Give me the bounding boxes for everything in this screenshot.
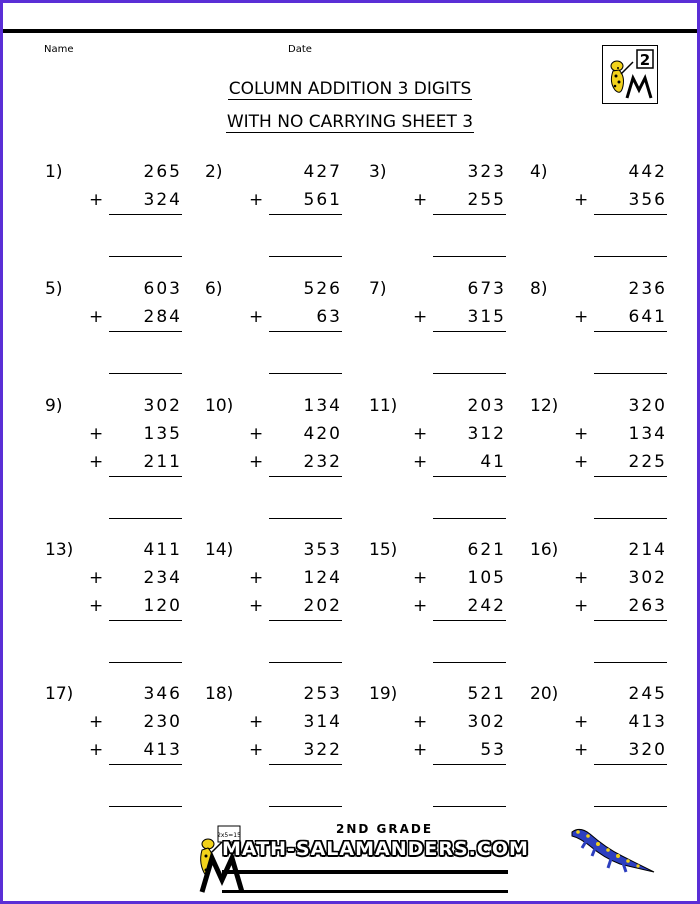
addend-row: [205, 190, 355, 214]
addend-value: 265: [143, 162, 182, 182]
addend-row: [530, 568, 680, 592]
plus-sign: +: [413, 568, 428, 588]
answer-line[interactable]: [433, 518, 506, 519]
problem-number: 17): [45, 684, 74, 704]
addend-row: [369, 396, 519, 420]
sum-line: [269, 331, 342, 332]
addend-row: [530, 190, 680, 214]
plus-sign: +: [574, 568, 589, 588]
plus-sign: +: [249, 712, 264, 732]
answer-line[interactable]: [269, 806, 342, 807]
addend-row: [205, 540, 355, 564]
addend-value: 673: [467, 279, 506, 299]
addend-value: 324: [143, 190, 182, 210]
plus-sign: +: [249, 452, 264, 472]
addend-value: 255: [467, 190, 506, 210]
sum-line: [433, 476, 506, 477]
plus-sign: +: [574, 424, 589, 444]
addend-row: [205, 712, 355, 736]
plus-sign: +: [413, 712, 428, 732]
sum-line: [109, 214, 182, 215]
plus-sign: +: [89, 596, 104, 616]
date-label: Date: [288, 44, 312, 55]
plus-sign: +: [249, 740, 264, 760]
addend-value: 521: [467, 684, 506, 704]
sum-line: [594, 214, 667, 215]
addend-row: [45, 540, 195, 564]
addend-row: [45, 452, 195, 476]
sum-line: [269, 764, 342, 765]
addend-row: [45, 684, 195, 708]
addend-row: [369, 568, 519, 592]
sum-line: [109, 331, 182, 332]
addend-row: [369, 596, 519, 620]
addend-value: 315: [467, 307, 506, 327]
addend-value: 603: [143, 279, 182, 299]
plus-sign: +: [249, 596, 264, 616]
answer-line[interactable]: [269, 662, 342, 663]
sum-line: [109, 764, 182, 765]
problem-number: 18): [205, 684, 234, 704]
addend-row: [369, 279, 519, 303]
addend-value: 641: [628, 307, 667, 327]
problem-number: 9): [45, 396, 63, 416]
problem-6: [205, 279, 355, 369]
addend-row: [205, 452, 355, 476]
addend-value: 302: [628, 568, 667, 588]
plus-sign: +: [89, 452, 104, 472]
problem-number: 2): [205, 162, 223, 182]
problem-number: 8): [530, 279, 548, 299]
sum-line: [594, 331, 667, 332]
sum-line: [433, 764, 506, 765]
plus-sign: +: [89, 712, 104, 732]
plus-sign: +: [574, 596, 589, 616]
problem-10: [205, 396, 355, 486]
addend-value: 236: [628, 279, 667, 299]
addend-row: [530, 307, 680, 331]
grade-logo: [602, 45, 658, 104]
plus-sign: +: [574, 740, 589, 760]
addend-value: 263: [628, 596, 667, 616]
addend-row: [45, 596, 195, 620]
addend-row: [45, 396, 195, 420]
addend-value: 203: [467, 396, 506, 416]
addend-value: 225: [628, 452, 667, 472]
addend-value: 411: [143, 540, 182, 560]
plus-sign: +: [413, 307, 428, 327]
addend-row: [205, 279, 355, 303]
problem-number: 7): [369, 279, 387, 299]
answer-line[interactable]: [433, 662, 506, 663]
answer-line[interactable]: [109, 806, 182, 807]
problem-14: [205, 540, 355, 630]
addend-row: [45, 162, 195, 186]
plus-sign: +: [413, 596, 428, 616]
problem-18: [205, 684, 355, 774]
addend-row: [45, 279, 195, 303]
plus-sign: +: [89, 190, 104, 210]
sum-line: [269, 620, 342, 621]
sum-line: [269, 476, 342, 477]
svg-text:2x5=15: 2x5=15: [217, 832, 241, 839]
problem-19: [369, 684, 519, 774]
name-label: Name: [44, 44, 74, 55]
addend-row: [369, 684, 519, 708]
addend-value: 323: [467, 162, 506, 182]
problem-number: 11): [369, 396, 398, 416]
problem-12: [530, 396, 680, 486]
problem-11: [369, 396, 519, 486]
answer-line[interactable]: [109, 256, 182, 257]
addend-value: 314: [303, 712, 342, 732]
answer-line[interactable]: [594, 256, 667, 257]
problem-number: 20): [530, 684, 559, 704]
plus-sign: +: [249, 190, 264, 210]
problem-2: [205, 162, 355, 252]
addend-value: 320: [628, 740, 667, 760]
addend-row: [530, 712, 680, 736]
problem-13: [45, 540, 195, 630]
sum-line: [109, 620, 182, 621]
addend-value: 356: [628, 190, 667, 210]
salamander-icon: [566, 822, 658, 880]
addend-value: 253: [303, 684, 342, 704]
addend-row: [205, 596, 355, 620]
addend-row: [205, 684, 355, 708]
problem-number: 3): [369, 162, 387, 182]
answer-line[interactable]: [269, 373, 342, 374]
addend-value: 413: [143, 740, 182, 760]
worksheet-title-line1: COLUMN ADDITION 3 DIGITS: [228, 79, 472, 99]
problem-number: 4): [530, 162, 548, 182]
addend-value: 202: [303, 596, 342, 616]
addend-row: [369, 162, 519, 186]
top-rule: [3, 29, 697, 33]
addend-value: 442: [628, 162, 667, 182]
sum-line: [269, 214, 342, 215]
plus-sign: +: [574, 712, 589, 732]
problem-20: [530, 684, 680, 774]
addend-row: [530, 396, 680, 420]
plus-sign: +: [413, 740, 428, 760]
plus-sign: +: [249, 424, 264, 444]
addend-value: 124: [303, 568, 342, 588]
addend-row: [369, 712, 519, 736]
addend-row: [205, 568, 355, 592]
problem-3: [369, 162, 519, 252]
addend-row: [45, 190, 195, 214]
addend-value: 353: [303, 540, 342, 560]
addend-row: [45, 568, 195, 592]
addend-value: 53: [480, 740, 506, 760]
addend-row: [205, 740, 355, 764]
addend-value: 120: [143, 596, 182, 616]
plus-sign: +: [89, 307, 104, 327]
answer-line[interactable]: [594, 373, 667, 374]
problem-7: [369, 279, 519, 369]
problem-17: [45, 684, 195, 774]
addend-value: 312: [467, 424, 506, 444]
addend-value: 242: [467, 596, 506, 616]
plus-sign: +: [574, 190, 589, 210]
addend-value: 346: [143, 684, 182, 704]
addend-value: 322: [303, 740, 342, 760]
problem-number: 13): [45, 540, 74, 560]
addend-value: 105: [467, 568, 506, 588]
problem-16: [530, 540, 680, 630]
addend-row: [205, 307, 355, 331]
addend-row: [205, 162, 355, 186]
addend-row: [530, 452, 680, 476]
problem-number: 15): [369, 540, 398, 560]
plus-sign: +: [89, 424, 104, 444]
addend-value: 134: [628, 424, 667, 444]
answer-line[interactable]: [594, 518, 667, 519]
sum-line: [109, 476, 182, 477]
addend-value: 232: [303, 452, 342, 472]
addend-value: 245: [628, 684, 667, 704]
addend-value: 526: [303, 279, 342, 299]
sum-line: [594, 620, 667, 621]
addend-value: 214: [628, 540, 667, 560]
sum-line: [433, 214, 506, 215]
sum-line: [433, 331, 506, 332]
plus-sign: +: [249, 568, 264, 588]
problem-number: 16): [530, 540, 559, 560]
addend-row: [369, 307, 519, 331]
plus-sign: +: [89, 740, 104, 760]
addend-value: 41: [480, 452, 506, 472]
addend-row: [45, 424, 195, 448]
addend-row: [369, 424, 519, 448]
answer-line[interactable]: [109, 662, 182, 663]
plus-sign: +: [574, 452, 589, 472]
addend-value: 621: [467, 540, 506, 560]
problem-number: 6): [205, 279, 223, 299]
addend-row: [530, 596, 680, 620]
sum-line: [594, 764, 667, 765]
addend-row: [45, 740, 195, 764]
addend-row: [530, 424, 680, 448]
problem-5: [45, 279, 195, 369]
footer-site-name: MATH-SALAMANDERS.COM: [222, 838, 529, 860]
addend-value: 234: [143, 568, 182, 588]
problem-number: 19): [369, 684, 398, 704]
addend-value: 420: [303, 424, 342, 444]
salamander-teacher-icon: [603, 46, 657, 103]
worksheet-title-line2: WITH NO CARRYING SHEET 3: [226, 112, 474, 132]
plus-sign: +: [413, 452, 428, 472]
problem-8: [530, 279, 680, 369]
addend-row: [205, 424, 355, 448]
addend-row: [530, 162, 680, 186]
problem-number: 10): [205, 396, 234, 416]
answer-line[interactable]: [269, 256, 342, 257]
problem-number: 1): [45, 162, 63, 182]
footer-grade: 2ND GRADE: [336, 822, 434, 836]
answer-line[interactable]: [109, 518, 182, 519]
problem-number: 5): [45, 279, 63, 299]
answer-line[interactable]: [433, 256, 506, 257]
sum-line: [433, 620, 506, 621]
addend-row: [369, 540, 519, 564]
addend-row: [369, 740, 519, 764]
addend-row: [530, 279, 680, 303]
addend-value: 284: [143, 307, 182, 327]
addend-row: [369, 452, 519, 476]
sum-line: [594, 476, 667, 477]
answer-line[interactable]: [433, 373, 506, 374]
addend-value: 561: [303, 190, 342, 210]
problem-number: 14): [205, 540, 234, 560]
addend-row: [530, 540, 680, 564]
addend-row: [45, 307, 195, 331]
plus-sign: +: [89, 568, 104, 588]
addend-row: [205, 396, 355, 420]
plus-sign: +: [413, 190, 428, 210]
answer-line[interactable]: [433, 806, 506, 807]
problem-4: [530, 162, 680, 252]
plus-sign: +: [249, 307, 264, 327]
addend-value: 320: [628, 396, 667, 416]
answer-line[interactable]: [109, 373, 182, 374]
problem-1: [45, 162, 195, 252]
addend-value: 134: [303, 396, 342, 416]
problem-9: [45, 396, 195, 486]
answer-line[interactable]: [594, 806, 667, 807]
addend-value: 302: [467, 712, 506, 732]
addend-row: [530, 684, 680, 708]
problem-number: 12): [530, 396, 559, 416]
problem-15: [369, 540, 519, 630]
addend-value: 135: [143, 424, 182, 444]
addend-value: 302: [143, 396, 182, 416]
addend-value: 211: [143, 452, 182, 472]
addend-value: 63: [316, 307, 342, 327]
answer-line[interactable]: [269, 518, 342, 519]
addend-row: [45, 712, 195, 736]
answer-line[interactable]: [594, 662, 667, 663]
addend-row: [369, 190, 519, 214]
addend-value: 413: [628, 712, 667, 732]
plus-sign: +: [574, 307, 589, 327]
svg-text:2: 2: [639, 51, 651, 69]
addend-row: [530, 740, 680, 764]
addend-value: 427: [303, 162, 342, 182]
plus-sign: +: [413, 424, 428, 444]
addend-value: 230: [143, 712, 182, 732]
